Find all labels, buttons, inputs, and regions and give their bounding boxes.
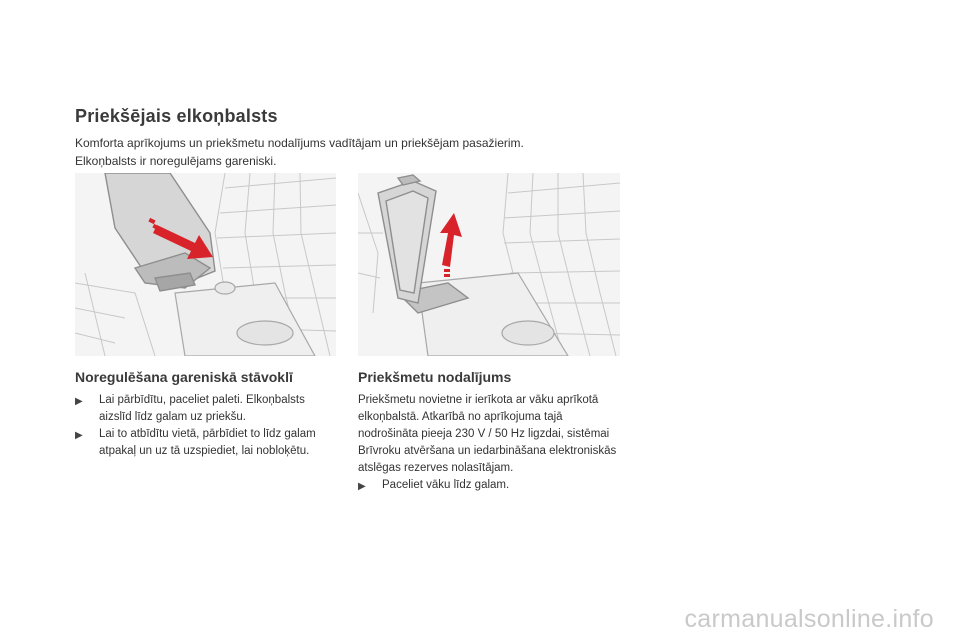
storage-paragraph: Priekšmetu novietne ir ierīkota ar vāku aprīkotā elkoņbalstā. Atkarībā no aprīkojuma tajā nodrošināta pieeja 230 V / 50 Hz ligzdai, sistēmai Brīvroku atvēršana un iedarbināšana elektroniskās atslēgas rezerves nolasītājam.	[358, 394, 617, 474]
arrow-right-icon: ▶	[75, 430, 83, 441]
adjustment-instructions	[75, 392, 337, 460]
intro-line-1: Komforta aprīkojums un priekšmetu nodalījums vadītājam un priekšējam pasažierim.	[75, 136, 524, 150]
arrow-right-icon: ▶	[75, 396, 83, 407]
list-item	[75, 426, 337, 460]
section-heading-storage: Priekšmetu nodalījums	[358, 369, 512, 385]
arrow-right-icon: ▶	[358, 481, 366, 492]
bullet-text: Lai to atbīdītu vietā, pārbīdiet to līdz galam atpakaļ un uz tā uzspiediet, lai nobloķētu.	[99, 428, 316, 457]
storage-lid-illustration	[358, 173, 620, 356]
storage-description	[358, 392, 620, 495]
bullet-text: Lai pārbīdītu, paceliet paleti. Elkoņbalsts aizslīd līdz galam uz priekšu.	[99, 394, 305, 423]
intro-text	[75, 134, 635, 170]
intro-line-2: Elkoņbalsts ir noregulējams gareniski.	[75, 154, 277, 168]
list-item	[358, 477, 620, 495]
armrest-slide-illustration	[75, 173, 336, 356]
section-heading-adjustment: Noregulēšana gareniskā stāvoklī	[75, 369, 293, 385]
list-item	[75, 392, 337, 426]
watermark: carmanualsonline.info	[684, 605, 934, 633]
bullet-text: Paceliet vāku līdz galam.	[382, 479, 510, 491]
page-title: Priekšējais elkoņbalsts	[75, 106, 278, 126]
